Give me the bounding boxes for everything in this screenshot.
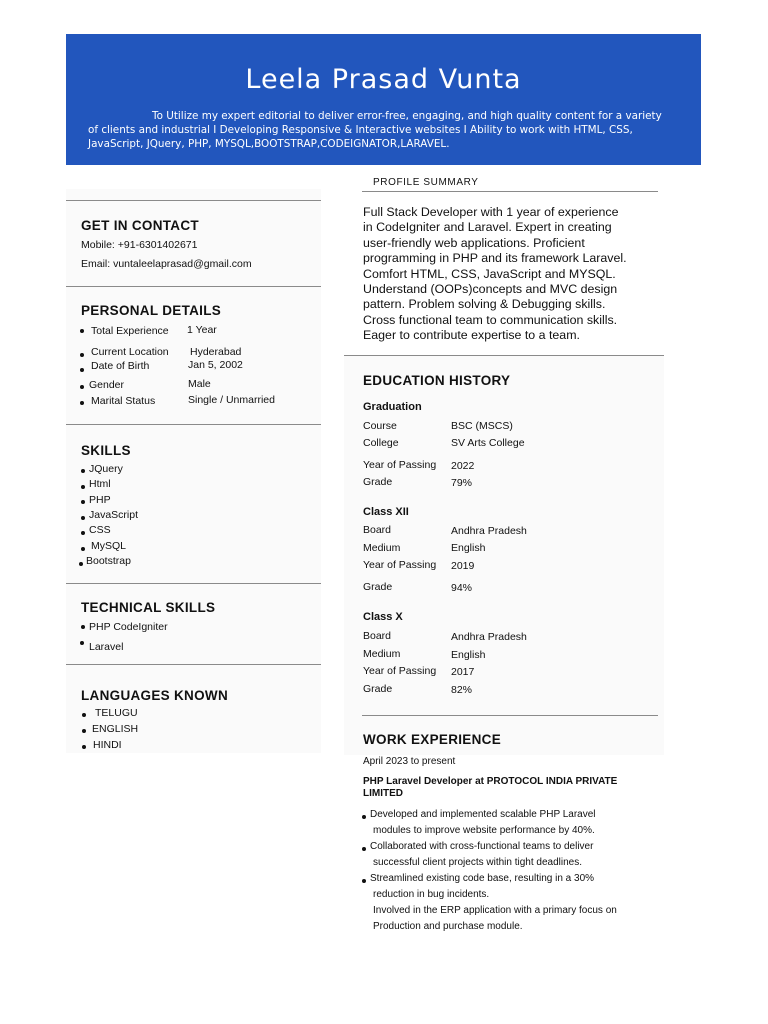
summary-line: Cross functional team to communication skills. bbox=[363, 312, 618, 327]
bullet-icon bbox=[79, 562, 83, 566]
education-value: 2022 bbox=[451, 460, 475, 472]
education-value: Andhra Pradesh bbox=[451, 525, 527, 537]
header-banner bbox=[66, 34, 701, 165]
mobile-number: Mobile: +91-6301402671 bbox=[81, 239, 198, 251]
experience-line: Collaborated with cross-functional teams to deliver bbox=[370, 841, 594, 852]
education-label: Grade bbox=[363, 683, 393, 695]
education-value: SV Arts College bbox=[451, 437, 525, 449]
right-section-background bbox=[344, 355, 664, 755]
personal-value: Male bbox=[188, 378, 211, 390]
work-period: April 2023 to present bbox=[363, 756, 456, 767]
email-address: Email: vuntaleelaprasad@gmail.com bbox=[81, 258, 252, 270]
bullet-icon bbox=[80, 368, 84, 372]
bullet-icon bbox=[82, 745, 86, 749]
education-label: Board bbox=[363, 630, 392, 642]
skill-item: Html bbox=[89, 478, 111, 490]
summary-line: Eager to contribute expertise to a team. bbox=[363, 328, 580, 343]
education-label: College bbox=[363, 437, 399, 449]
bullet-icon bbox=[81, 531, 85, 535]
personal-label: Current Location bbox=[91, 346, 169, 358]
bullet-icon bbox=[81, 485, 85, 489]
job-title-line: PHP Laravel Developer at PROTOCOL INDIA PRIVATE bbox=[363, 776, 618, 787]
language-item: TELUGU bbox=[95, 707, 138, 719]
education-value: BSC (MSCS) bbox=[451, 420, 513, 432]
experience-line: modules to improve website performance by 40%. bbox=[373, 825, 595, 836]
technical-skills-title: TECHNICAL SKILLS bbox=[81, 600, 216, 615]
divider bbox=[362, 191, 658, 192]
career-objective bbox=[88, 109, 680, 151]
summary-line: Full Stack Developer with 1 year of experience bbox=[363, 205, 619, 219]
graduation-heading: Graduation bbox=[363, 401, 422, 413]
bullet-icon bbox=[80, 353, 84, 357]
languages-title: LANGUAGES KNOWN bbox=[81, 688, 228, 703]
bullet-icon bbox=[362, 815, 366, 819]
experience-line: Involved in the ERP application with a primary focus on bbox=[373, 905, 617, 916]
bullet-icon bbox=[81, 469, 85, 473]
education-label: Year of Passing bbox=[363, 459, 437, 471]
experience-line: Developed and implemented scalable PHP Laravel bbox=[370, 809, 596, 820]
job-title-line: LIMITED bbox=[363, 788, 403, 799]
candidate-name: Leela Prasad Vunta bbox=[245, 64, 522, 95]
bullet-icon bbox=[80, 329, 84, 333]
class-xii-heading: Class XII bbox=[363, 506, 409, 518]
skill-item: PHP bbox=[89, 494, 111, 506]
bullet-icon bbox=[362, 879, 366, 883]
education-title: EDUCATION HISTORY bbox=[363, 373, 511, 388]
education-value: 2019 bbox=[451, 560, 475, 572]
education-value: 94% bbox=[451, 582, 473, 594]
divider bbox=[66, 664, 321, 665]
personal-label: Marital Status bbox=[91, 395, 156, 407]
bullet-icon bbox=[81, 625, 85, 629]
experience-line: Streamlined existing code base, resulting in a 30% bbox=[370, 873, 595, 884]
education-value: English bbox=[451, 649, 486, 661]
personal-label: Total Experience bbox=[91, 325, 169, 337]
technical-skill-item: Laravel bbox=[89, 641, 124, 653]
personal-value: Hyderabad bbox=[190, 346, 242, 358]
personal-label: Date of Birth bbox=[91, 360, 150, 372]
skills-title: SKILLS bbox=[81, 443, 131, 458]
skill-item: JavaScript bbox=[89, 509, 139, 521]
bullet-icon bbox=[362, 847, 366, 851]
job-title bbox=[363, 776, 617, 800]
education-value: 79% bbox=[451, 477, 473, 489]
summary-line: in CodeIgniter and Laravel. Expert in creating bbox=[363, 220, 612, 235]
education-value: English bbox=[451, 542, 486, 554]
personal-value: Jan 5, 2002 bbox=[188, 359, 243, 371]
education-value: 2017 bbox=[451, 666, 475, 678]
bullet-icon bbox=[80, 385, 84, 389]
class-x-heading: Class X bbox=[363, 611, 403, 623]
summary-line: Understand (OOPs)concepts and MVC design bbox=[363, 282, 618, 297]
bullet-icon bbox=[80, 641, 84, 645]
skill-item: JQuery bbox=[89, 463, 123, 475]
divider bbox=[66, 286, 321, 287]
education-label: Grade bbox=[363, 581, 393, 593]
education-label: Medium bbox=[363, 542, 401, 554]
bullet-icon bbox=[82, 713, 86, 717]
summary-line: user-friendly web applications. Proficient bbox=[363, 235, 585, 250]
language-item: HINDI bbox=[93, 739, 122, 751]
education-label: Year of Passing bbox=[363, 665, 437, 677]
skill-item: Bootstrap bbox=[86, 555, 131, 567]
objective-line: of clients and industrial I Developing Responsive & Interactive websites I Ability to work with HTML, CSS, bbox=[88, 124, 633, 136]
education-label: Course bbox=[363, 420, 397, 432]
experience-line: successful client projects within tight deadlines. bbox=[373, 857, 582, 868]
objective-line: To Utilize my expert editorial to deliver error-free, engaging, and high quality content for a variety bbox=[152, 110, 662, 122]
education-label: Medium bbox=[363, 648, 401, 660]
bullet-icon bbox=[81, 547, 85, 551]
divider bbox=[66, 200, 321, 201]
profile-summary-title: PROFILE SUMMARY bbox=[373, 177, 479, 188]
personal-label: Gender bbox=[89, 379, 125, 391]
work-experience-title: WORK EXPERIENCE bbox=[363, 732, 502, 747]
skill-item: MySQL bbox=[91, 540, 127, 552]
experience-line: reduction in bug incidents. bbox=[373, 889, 490, 900]
education-label: Year of Passing bbox=[363, 559, 437, 571]
bullet-icon bbox=[82, 729, 86, 733]
summary-line: pattern. Problem solving & Debugging skills. bbox=[363, 297, 606, 312]
objective-line: JavaScript, JQuery, PHP, MYSQL,BOOTSTRAP,CODEIGNATOR,LARAVEL. bbox=[88, 138, 450, 150]
education-value: 82% bbox=[451, 684, 473, 696]
education-label: Grade bbox=[363, 476, 393, 488]
education-label: Board bbox=[363, 524, 392, 536]
skill-item: CSS bbox=[89, 524, 111, 536]
contact-title: GET IN CONTACT bbox=[81, 218, 199, 233]
personal-value: 1 Year bbox=[187, 324, 217, 336]
bullet-icon bbox=[80, 401, 84, 405]
personal-value: Single / Unmarried bbox=[188, 394, 275, 406]
bullet-icon bbox=[81, 516, 85, 520]
education-value: Andhra Pradesh bbox=[451, 631, 527, 643]
technical-skill-item: PHP CodeIgniter bbox=[89, 621, 168, 633]
divider bbox=[344, 355, 664, 356]
profile-summary bbox=[363, 205, 663, 344]
summary-line: Comfort HTML, CSS, JavaScript and MYSQL. bbox=[363, 266, 616, 281]
experience-line: Production and purchase module. bbox=[373, 921, 523, 932]
language-item: ENGLISH bbox=[92, 723, 139, 735]
divider bbox=[66, 424, 321, 425]
personal-details-title: PERSONAL DETAILS bbox=[81, 303, 222, 318]
summary-line: programming in PHP and its framework Laravel. bbox=[363, 251, 627, 266]
bullet-icon bbox=[81, 500, 85, 504]
divider bbox=[362, 715, 658, 716]
divider bbox=[66, 583, 321, 584]
